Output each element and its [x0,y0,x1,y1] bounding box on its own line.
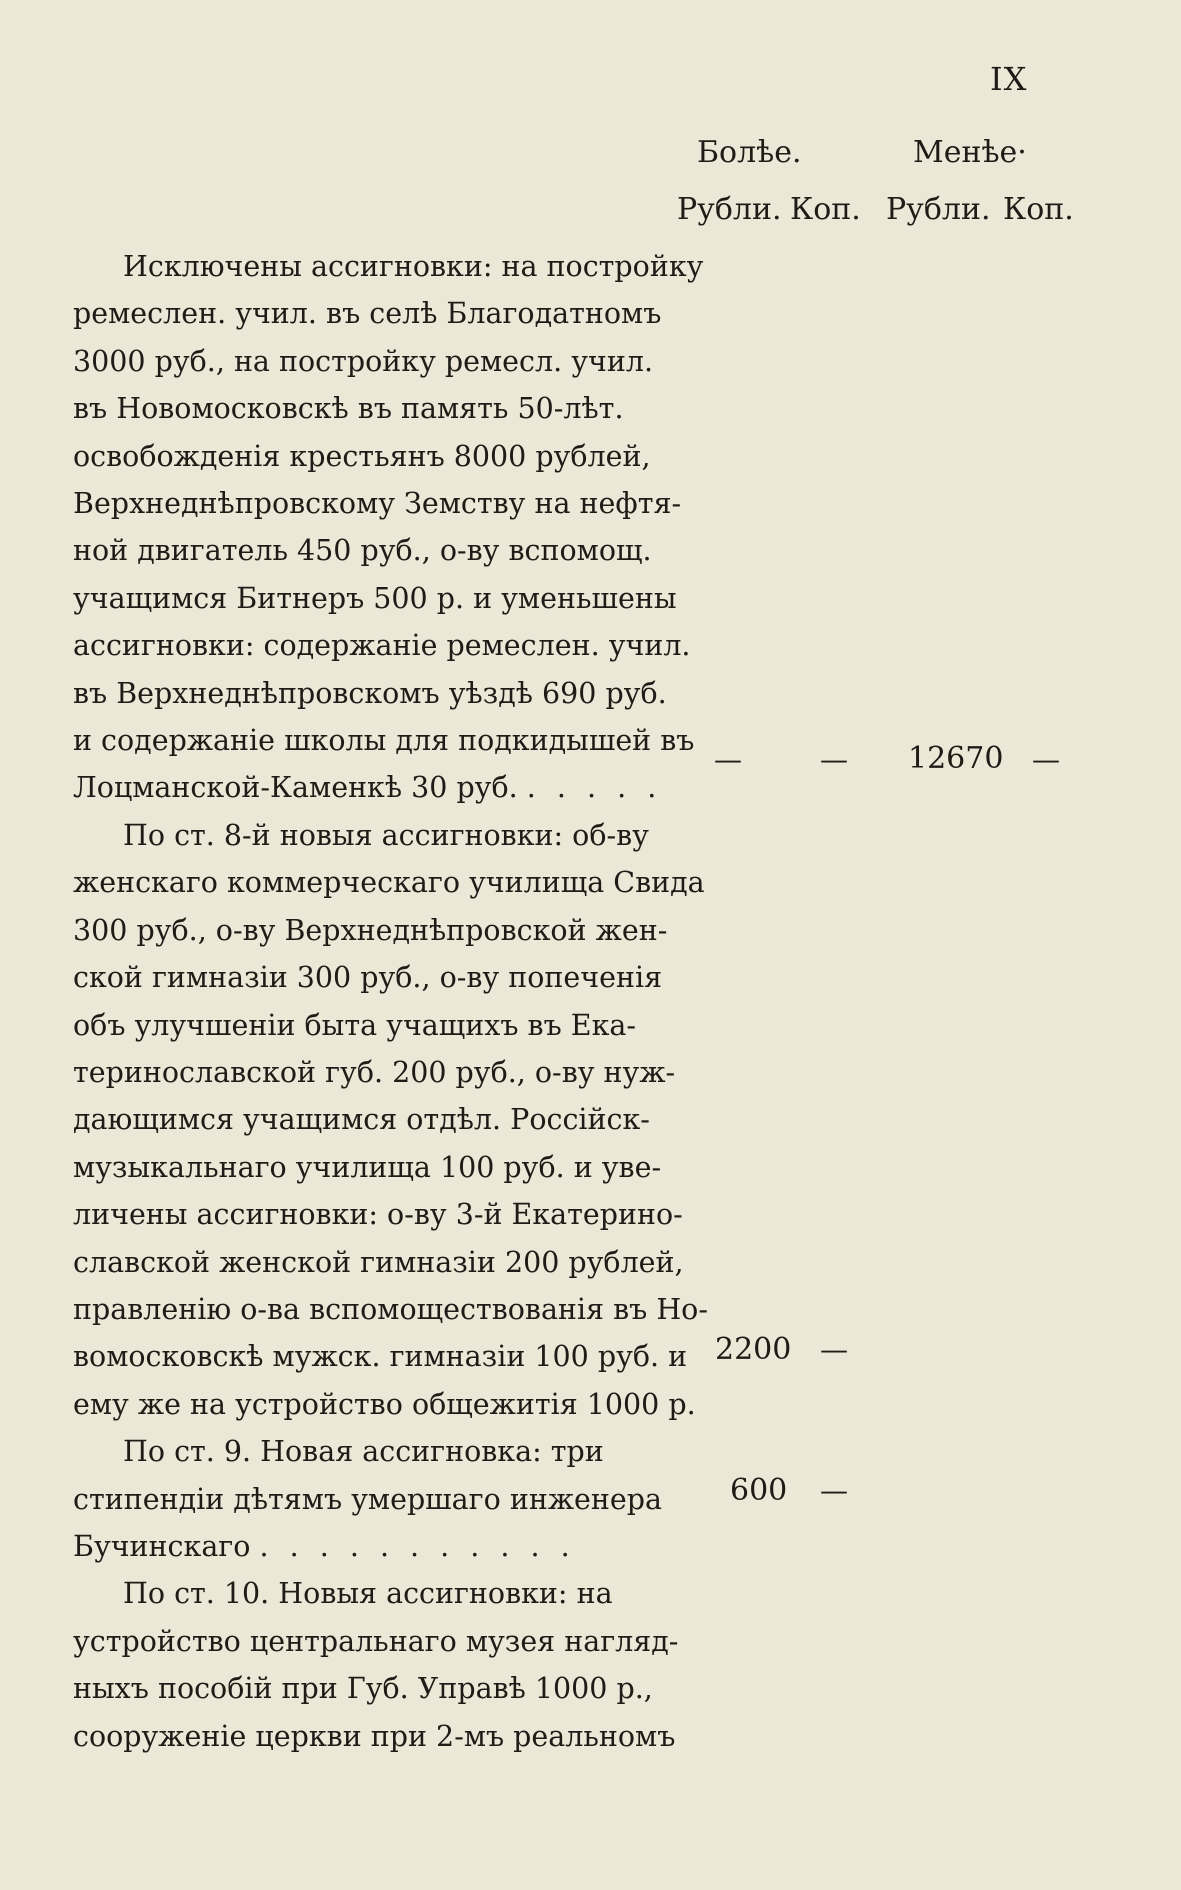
text-line: 3000 руб., на постройку ремесл. учил. [73,344,654,378]
text-line [73,764,663,811]
text-line: личены ассигновки: о-ву 3-й Екатерино- [73,1198,683,1232]
text-line: ему же на устройство общежитія 1000 р. [73,1387,696,1421]
text-line: и содержаніе школы для подкидышей въ [73,724,695,758]
text-line [73,1523,643,1570]
text-line: освобожденія крестьянъ 8000 рублей, [73,439,651,473]
paragraph-exclusions [73,243,704,812]
text-line: дающимся учащимся отдѣл. Россійск- [73,1103,650,1137]
column-header-less-kopecks: Коп. [1003,192,1074,227]
text-line: ной двигатель 450 руб., о-ву вспомощ. [73,534,652,568]
page-number: IX [990,60,1028,98]
text-line: музыкальнаго училища 100 руб. и уве- [73,1150,662,1184]
paragraph-article-9 [73,1428,662,1570]
text-line: устройство центральнаго музея нагляд- [73,1624,679,1658]
dot-leader: . . . . . [526,771,663,805]
text-line: Исключены ассигновки: на постройку [123,250,704,283]
text-line: въ Верхнеднѣпровскомъ уѣздѣ 690 руб. [73,676,667,710]
amount-more-kopecks-dash: — [820,743,848,776]
text-line: ассигновки: содержаніе ремеслен. учил. [73,629,691,663]
text-line-body: Лоцманской-Каменкѣ 30 руб. [73,771,518,805]
text-line: теринославской губ. 200 руб., о-ву нуж- [73,1055,676,1089]
amount-more-rubles-dash: — [714,743,742,776]
amount-more-rubles: 600 [730,1473,788,1508]
text-line: вомосковскѣ мужск. гимназіи 100 руб. и [73,1340,688,1374]
text-line: объ улучшеніи быта учащихъ въ Ека- [73,1008,637,1042]
text-line: По ст. 10. Новыя ассигновки: на [123,1577,613,1611]
column-header-more: Болѣе. [697,135,802,170]
text-line: 300 руб., о-ву Верхнеднѣпровской жен- [73,913,668,947]
column-header-less-rubles: Рубли. [886,192,991,227]
text-line: стипендіи дѣтямъ умершаго инженера [73,1482,662,1516]
amount-less-kopecks-dash: — [1032,743,1060,776]
text-line-body: Бучинскаго [73,1529,251,1563]
amount-more-rubles: 2200 [715,1332,792,1367]
text-line: сооруженіе церкви при 2-мъ реальномъ [73,1719,676,1753]
text-line: Верхнеднѣпровскому Земству на нефтя- [73,487,682,521]
column-header-more-kopecks: Коп. [790,192,861,227]
body-text [73,243,708,1760]
amount-less-rubles: 12670 [908,741,1004,776]
dot-leader: . . . . . . . . . . . [259,1529,576,1563]
paragraph-article-10 [73,1570,679,1760]
column-header-less: Менѣе· [913,135,1027,170]
text-line: славской женской гимназіи 200 рублей, [73,1245,684,1279]
amount-more-kopecks-dash: — [820,1474,848,1507]
text-line: По ст. 8-й новыя ассигновки: об-ву [123,818,649,852]
text-line: ской гимназіи 300 руб., о-ву попеченія [73,961,663,995]
column-header-more-rubles: Рубли. [677,192,782,227]
text-line: По ст. 9. Новая ассигновка: три [123,1435,604,1469]
text-line: женскаго коммерческаго училища Свида [73,866,705,900]
text-line: учащимся Битнеръ 500 р. и уменьшены [73,581,677,615]
text-line: правленію о-ва вспомоществованія въ Но- [73,1292,708,1326]
paragraph-article-8 [73,812,708,1428]
text-line: ныхъ пособій при Губ. Управѣ 1000 р., [73,1672,653,1706]
text-line: въ Новомосковскѣ въ память 50-лѣт. [73,392,624,426]
amount-more-kopecks-dash: — [820,1333,848,1366]
text-line: ремеслен. учил. въ селѣ Благодатномъ [73,297,662,331]
